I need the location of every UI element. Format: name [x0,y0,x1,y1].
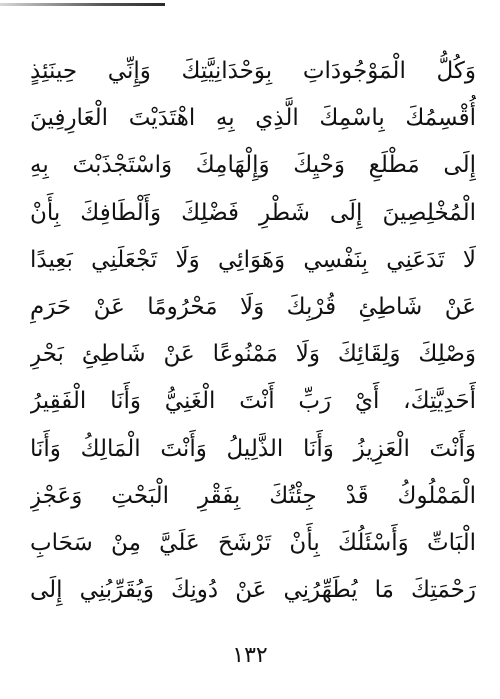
text-line-7: وَصْلِكَ وَلِقَائِكَ وَلَا مَمْنُوعًا عَنْ شَاطِئِ بَحْرِ [30,341,476,368]
text-line-6: عَنْ شَاطِئِ قُرْبِكَ وَلَا مَحْرُومًا عَنْ حَرَمِ [30,293,476,320]
text-line-12: رَحْمَتِكَ مَا يُطَهِّرُنِي عَنْ دُونِكَ وَيُقَرِّبُنِي إِلَى [30,577,476,604]
text-line-1: وَكُلُّ الْمَوْجُودَاتِ بِوَحْدَانِيَّتِكَ وَإِنِّي حِينَئِذٍ [30,58,476,84]
page-number: ١٣٢ [232,643,268,668]
text-line-11: الْبَاتِّ وَأَسْئَلُكَ بِأَنْ تَرْشَحَ عَلَيَّ مِنْ سَحَابِ [30,529,476,556]
top-decorative-rule [0,3,165,6]
text-line-8: أَحَدِيَّتِكَ، أَيْ رَبِّ أَنْتَ الْغَنِيُّ وَأَنَا الْفَقِيرُ [30,388,476,415]
text-line-9: وَأَنْتَ الْعَزِيزُ وَأَنَا الذَّلِيلُ وَأَنْتَ الْمَالِكُ وَأَنَا [30,435,476,462]
text-line-5: لَا تَدَعَنِي بِنَفْسِي وَهَوَائِي وَلَا تَجْعَلَنِي بَعِيدًا [30,246,476,273]
text-line-3: إِلَى مَطْلَعِ وَحْيِكَ وَإِلْهَامِكَ وَاسْتَجْذَبْتَ بِهِ [30,152,476,179]
prayer-text-block [30,48,476,614]
text-line-10: الْمَمْلُوكُ قَدْ جِئْتُكَ بِفَقْرِ الْبَحْتِ وَعَجْزِ [30,482,476,509]
text-line-2: أُقْسِمُكَ بِاسْمِكَ الَّذِي بِهِ اهْتَدَيْتَ الْعَارِفِينَ [30,105,476,132]
text-line-4: الْمُخْلِصِينَ إِلَى شَطْرِ فَضْلِكَ وَأَلْطَافِكَ بِأَنْ [30,199,476,226]
